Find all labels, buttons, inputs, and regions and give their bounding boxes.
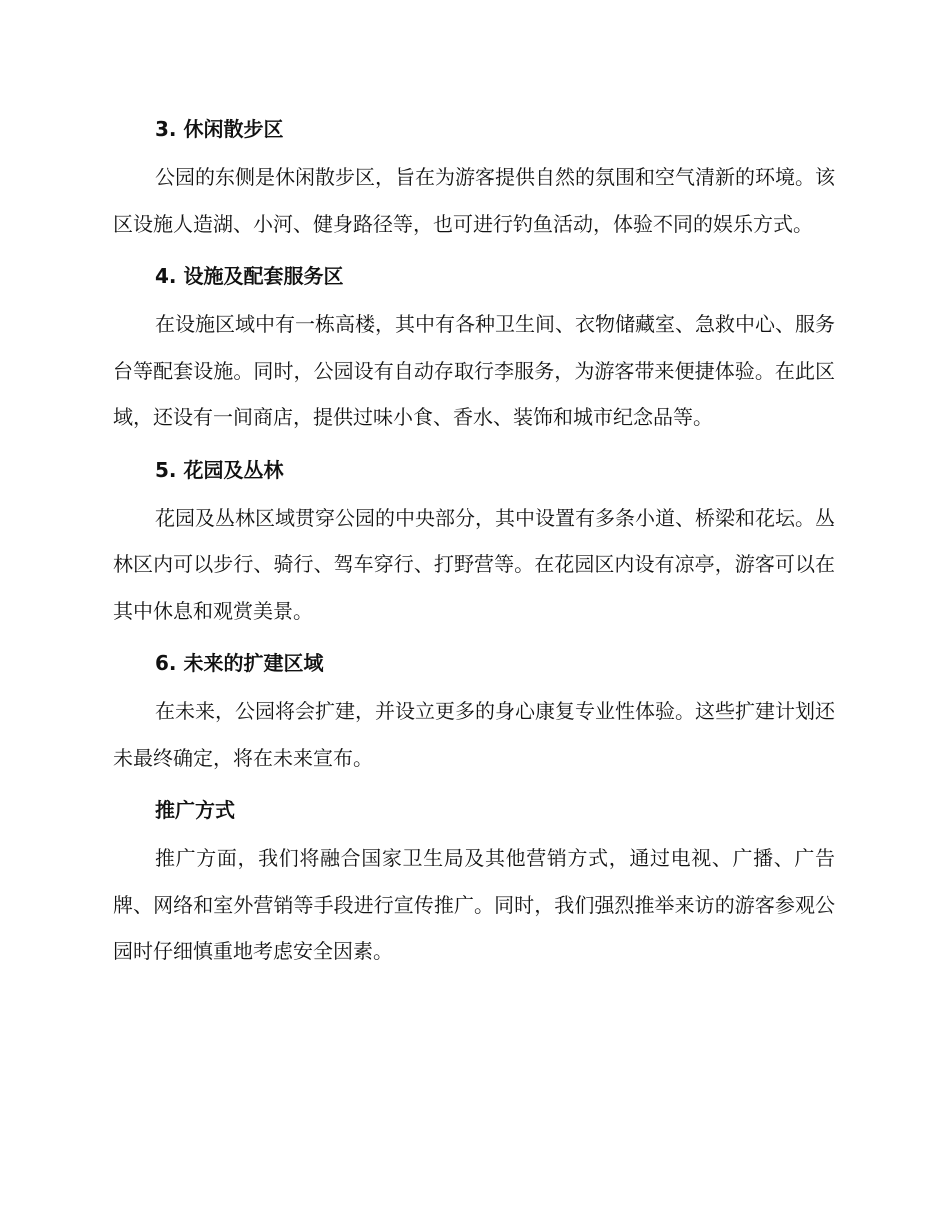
section-heading-promotion: 推广方式 [155,798,235,822]
section-heading-leisure-walk: 3. 休闲散步区 [155,117,284,141]
document-body [113,108,835,975]
section-paragraph-garden-jungle: 花园及丛林区域贯穿公园的中央部分，其中设置有多条小道、桥梁和花坛。丛林区内可以步行、骑行、驾车穿行、打野营等。在花园区内设有凉亭，游客可以在其中休息和观赏美景。 [113,505,835,623]
section-paragraph-promotion: 推广方面，我们将融合国家卫生局及其他营销方式，通过电视、广播、广告牌、网络和室外营销等手段进行宣传推广。同时，我们强烈推举来访的游客参观公园时仔细慎重地考虑安全因素。 [113,846,835,963]
section-heading-facilities: 4. 设施及配套服务区 [155,264,344,288]
section-paragraph-facilities: 在设施区域中有一栋高楼，其中有各种卫生间、衣物储藏室、急救中心、服务台等配套设施。同时，公园设有自动存取行李服务，为游客带来便捷体验。在此区域，还设有一间商店，提供过味小食、香水、装饰和城市纪念品等。 [113,312,835,429]
section-paragraph-future-expansion: 在未来，公园将会扩建，并设立更多的身心康复专业性体验。这些扩建计划还未最终确定，将在未来宣布。 [113,699,835,770]
section-heading-garden-jungle: 5. 花园及丛林 [155,457,284,482]
section-heading-future-expansion: 6. 未来的扩建区域 [155,651,324,675]
section-paragraph-leisure-walk: 公园的东侧是休闲散步区，旨在为游客提供自然的氛围和空气清新的环境。该区设施人造湖、小河、健身路径等，也可进行钓鱼活动，体验不同的娱乐方式。 [113,165,835,236]
